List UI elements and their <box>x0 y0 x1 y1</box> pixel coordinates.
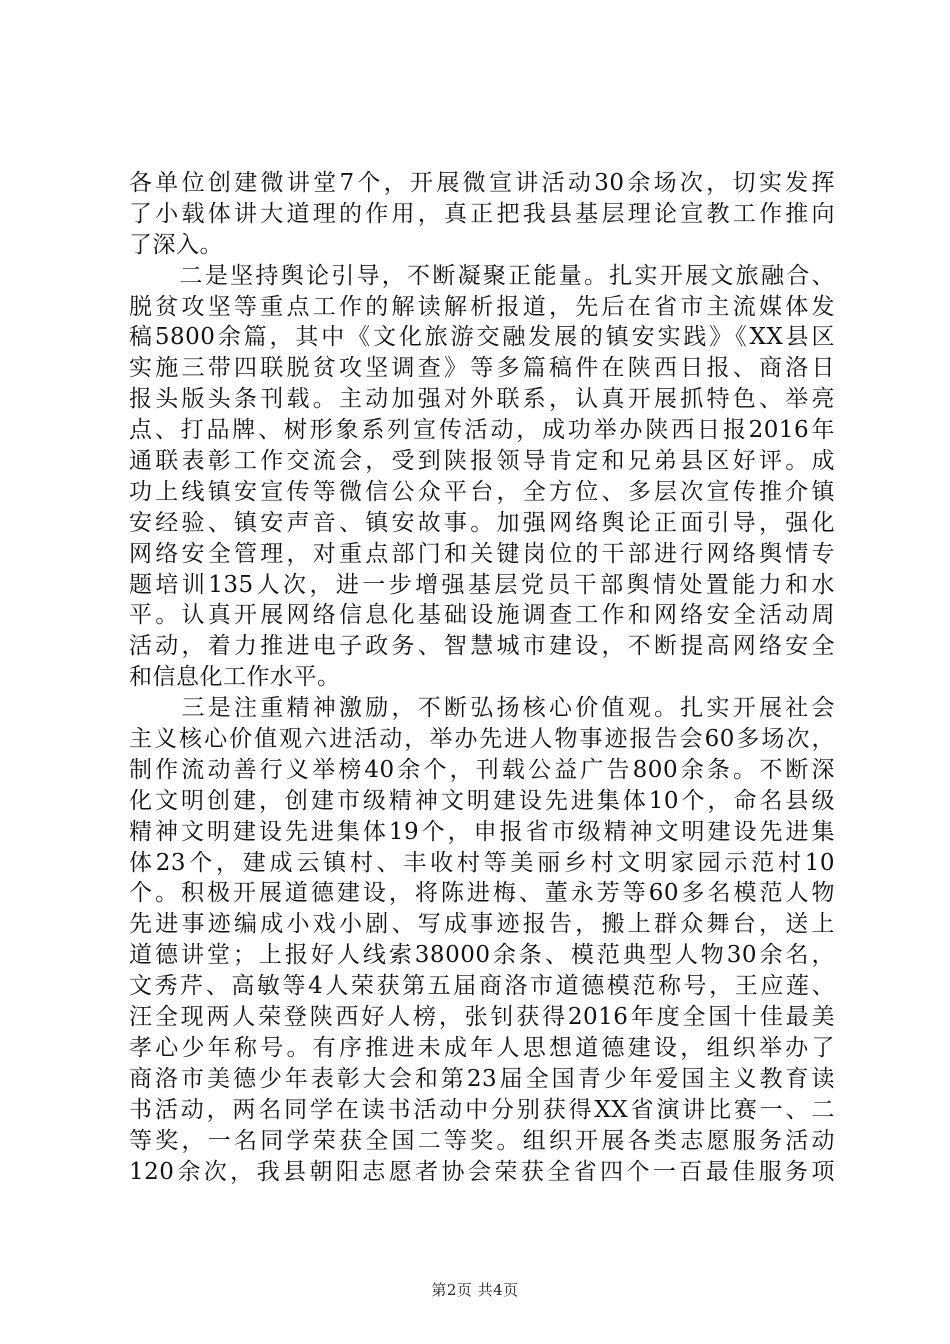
text-line: 道德讲堂；上报好人线索38000余条、模范典型人物30余名， <box>129 942 835 969</box>
text-line: 脱贫攻坚等重点工作的解读解析报道，先后在省市主流媒体发 <box>129 293 835 320</box>
text-line: 化文明创建，创建市级精神文明建设先进集体10个，命名县级 <box>129 787 835 814</box>
text-line: 报头版头条刊载。主动加强对外联系，认真开展抓特色、举亮 <box>129 386 835 413</box>
text-line: 平。认真开展网络信息化基础设施调查工作和网络安全活动周 <box>129 602 835 629</box>
text-line: 120余次，我县朝阳志愿者协会荣获全省四个一百最佳服务项 <box>129 1158 835 1185</box>
text-line: 体23个，建成云镇村、丰收村等美丽乡村文明家园示范村10 <box>129 849 835 876</box>
text-line: 个。积极开展道德建设，将陈进梅、董永芳等60多名模范人物 <box>129 880 835 907</box>
text-line: 各单位创建微讲堂7个，开展微宣讲活动30余场次，切实发挥 <box>129 170 835 196</box>
text-line: 了小载体讲大道理的作用，真正把我县基层理论宣教工作推向 <box>129 200 835 227</box>
text-line: 网络安全管理，对重点部门和关键岗位的干部进行网络舆情专 <box>129 540 835 567</box>
text-line: 通联表彰工作交流会，受到陕报领导肯定和兄弟县区好评。成 <box>129 448 835 475</box>
text-line: 安经验、镇安声音、镇安故事。加强网络舆论正面引导，强化 <box>129 509 835 536</box>
text-line: 题培训135人次，进一步增强基层党员干部舆情处置能力和水 <box>129 571 835 598</box>
text-line: 了深入。 <box>129 231 223 258</box>
text-line: 精神文明建设先进集体19个，申报省市级精神文明建设先进集 <box>129 818 835 845</box>
text-line: 制作流动善行义举榜40余个，刊载公益广告800余条。不断深 <box>129 756 835 783</box>
text-line: 功上线镇安宣传等微信公众平台，全方位、多层次宣传推介镇 <box>129 478 835 505</box>
text-line: 二是坚持舆论引导，不断凝聚正能量。扎实开展文旅融合、 <box>129 262 835 289</box>
text-line: 和信息化工作水平。 <box>129 664 341 691</box>
text-line: 汪全现两人荣登陕西好人榜，张钊获得2016年度全国十佳最美 <box>129 1004 835 1031</box>
body-text <box>129 168 835 1187</box>
text-line: 商洛市美德少年表彰大会和第23届全国青少年爱国主义教育读 <box>129 1065 835 1092</box>
text-line: 主义核心价值观六进活动，举办先进人物事迹报告会60多场次， <box>129 726 835 753</box>
text-line: 点、打品牌、树形象系列宣传活动，成功举办陕西日报2016年 <box>129 417 835 444</box>
text-line: 三是注重精神激励，不断弘扬核心价值观。扎实开展社会 <box>129 695 835 722</box>
text-line: 先进事迹编成小戏小剧、写成事迹报告，搬上群众舞台，送上 <box>129 911 835 938</box>
text-line: 书活动，两名同学在读书活动中分别获得XX省演讲比赛一、二 <box>129 1096 835 1123</box>
text-line: 文秀芹、高敏等4人荣获第五届商洛市道德模范称号，王应莲、 <box>129 973 835 1000</box>
text-line: 稿5800余篇，其中《文化旅游交融发展的镇安实践》《XX县区 <box>129 324 835 351</box>
text-line: 孝心少年称号。有序推进未成年人思想道德建设，组织举办了 <box>129 1034 835 1061</box>
text-line: 实施三带四联脱贫攻坚调查》等多篇稿件在陕西日报、商洛日 <box>129 355 835 382</box>
text-line: 活动，着力推进电子政务、智慧城市建设，不断提高网络安全 <box>129 633 835 660</box>
text-line: 等奖，一名同学荣获全国二等奖。组织开展各类志愿服务活动 <box>129 1127 835 1154</box>
page-footer: 第2页 共4页 <box>431 1281 519 1299</box>
